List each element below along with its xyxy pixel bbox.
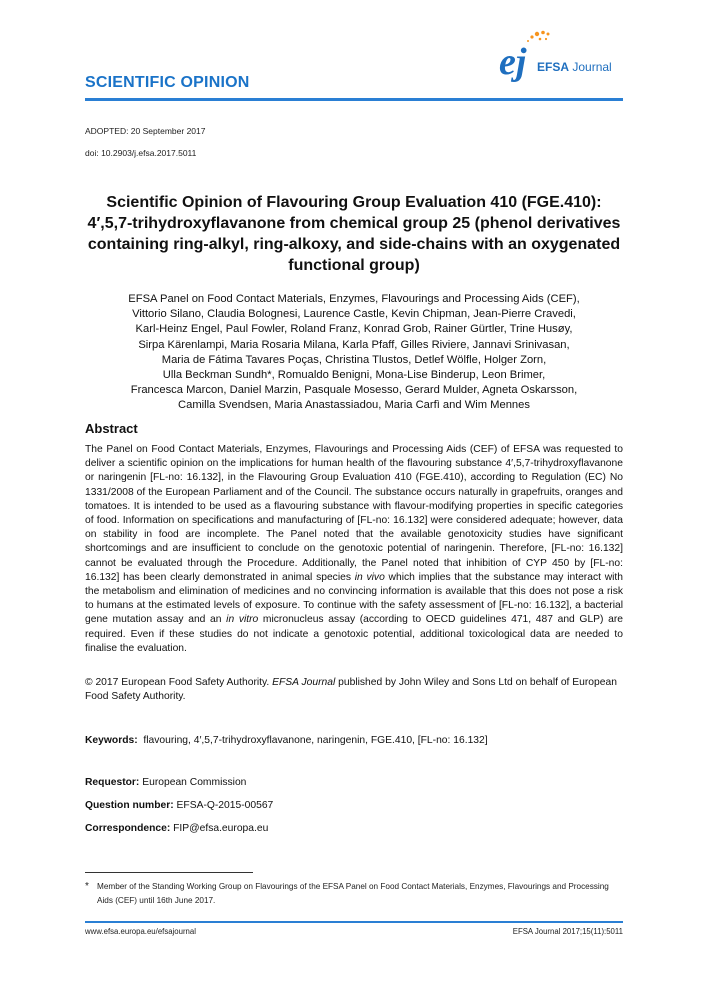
author-line: Sirpa Kärenlampi, Maria Rosaria Milana, Karla Pfaff, Gilles Riviere, Jannavi Srinivasan, [138, 338, 570, 351]
footer-divider [85, 921, 623, 923]
paper-title: Scientific Opinion of Flavouring Group Evaluation 410 (FGE.410): 4′,5,7-trihydroxyflavanone from chemical group 25 (phenol derivatives containing ring-alkyl, ring-alkoxy, and side-chains with an oxygenated functional group) [87, 194, 621, 274]
correspondence-email[interactable]: FIP@efsa.europa.eu [173, 823, 269, 834]
footnote-mark: * [85, 881, 89, 892]
logo-text: EFSA Journal [537, 60, 612, 74]
efsa-journal-logo[interactable] [497, 30, 625, 86]
footnote [85, 880, 623, 908]
section-label: SCIENTIFIC OPINION [85, 74, 250, 91]
abstract-heading: Abstract [85, 421, 138, 436]
logo-mark: ej [499, 41, 527, 83]
author-line: Karl-Heinz Engel, Paul Fowler, Roland Franz, Konrad Grob, Rainer Gürtler, Trine Husøy, [135, 323, 573, 336]
author-line: Francesca Marcon, Daniel Marzin, Pasquale Mosesso, Gerard Mulder, Agneta Oskarsson, [130, 384, 578, 397]
author-line: Ulla Beckman Sundh*, Romualdo Benigni, Mona-Lise Binderup, Leon Brimer, [162, 369, 546, 382]
correspondence: Correspondence: FIP@efsa.europa.eu [85, 823, 269, 834]
footnote-divider [85, 872, 253, 873]
keywords-label: Keywords: [85, 735, 138, 746]
keywords [85, 735, 488, 746]
keywords-value: flavouring, 4′,5,7-trihydroxyflavanone, naringenin, FGE.410, [FL-no: 16.132] [143, 735, 488, 746]
author-line: Vittorio Silano, Claudia Bolognesi, Laurence Castle, Kevin Chipman, Jean-Pierre Cravedi, [132, 308, 576, 321]
abstract-body: The Panel on Food Contact Materials, Enzymes, Flavourings and Processing Aids (CEF) of EFSA was requested to deliver a scientific opinion on the implications for human health of the flavouring substance 4′,5,7-trihydroxyflavanone or naringenin [FL-no: 16.132], in the Flavouring Group Evaluation 410 (FGE.410), according to Regulation (EC) No 1331/2008 of the European Parliament and of the Council. The substance occurs naturally in grapefruits, oranges and tomatoes. It is intended to be used as a flavouring substance with flavour-modifying properties in specific categories of food. Information on specifications and manufacturing of [FL-no: 16.132] were considered adequate; however, data on stability in food are incomplete. The Panel noted that the available genotoxicity studies have significant shortcomings and are insufficient to conclude on the genotoxic potential of naringenin. Therefore, [FL-no: 16.132] cannot be evaluated through the Procedure. Additionally, the Panel noted that inhibition of CYP 450 by [FL-no: 16.132] has been clearly demonstrated in animal species in vivo which implies that the substance may interact with the metabolism and elimination of medicines and no convincing information is available that this does not pose a risk to humans at the estimated levels of exposure. To continue with the safety assessment of [FL-no: 16.132], a bacterial gene mutation assay and an in vitro micronucleus assay (according to OECD guidelines 471, 487 and GLP) are required. Even if these studies do not indicate a genotoxic potential, additional toxicological data are needed to finalise the evaluation. [85, 444, 624, 654]
adopted-date: ADOPTED: 20 September 2017 [85, 126, 206, 136]
footnote-text: Member of the Standing Working Group on Flavourings of the EFSA Panel on Food Contact Materials, Enzymes, Flavourings and Processing Aids (CEF) until 16th June 2017. [97, 882, 609, 905]
doi[interactable]: doi: 10.2903/j.efsa.2017.5011 [85, 148, 197, 158]
author-line: EFSA Panel on Food Contact Materials, Enzymes, Flavourings and Processing Aids (CEF), [128, 293, 580, 305]
header-divider [85, 98, 623, 101]
author-list [85, 292, 623, 414]
copyright-notice: © 2017 European Food Safety Authority. EFSA Journal published by John Wiley and Sons Ltd on behalf of European Food Safety Authority. [85, 677, 617, 703]
author-line: Maria de Fátima Tavares Poças, Christina Tlustos, Detlef Wölfle, Holger Zorn, [161, 353, 547, 366]
question-number: Question number: EFSA-Q-2015-00567 [85, 800, 274, 811]
requestor: Requestor: European Commission [85, 777, 247, 788]
author-line: Camilla Svendsen, Maria Anastassiadou, Maria Carfì and Wim Mennes [178, 399, 530, 412]
footer-citation: EFSA Journal 2017;15(11):5011 [512, 927, 623, 936]
footer-website[interactable]: www.efsa.europa.eu/efsajournal [85, 927, 196, 936]
